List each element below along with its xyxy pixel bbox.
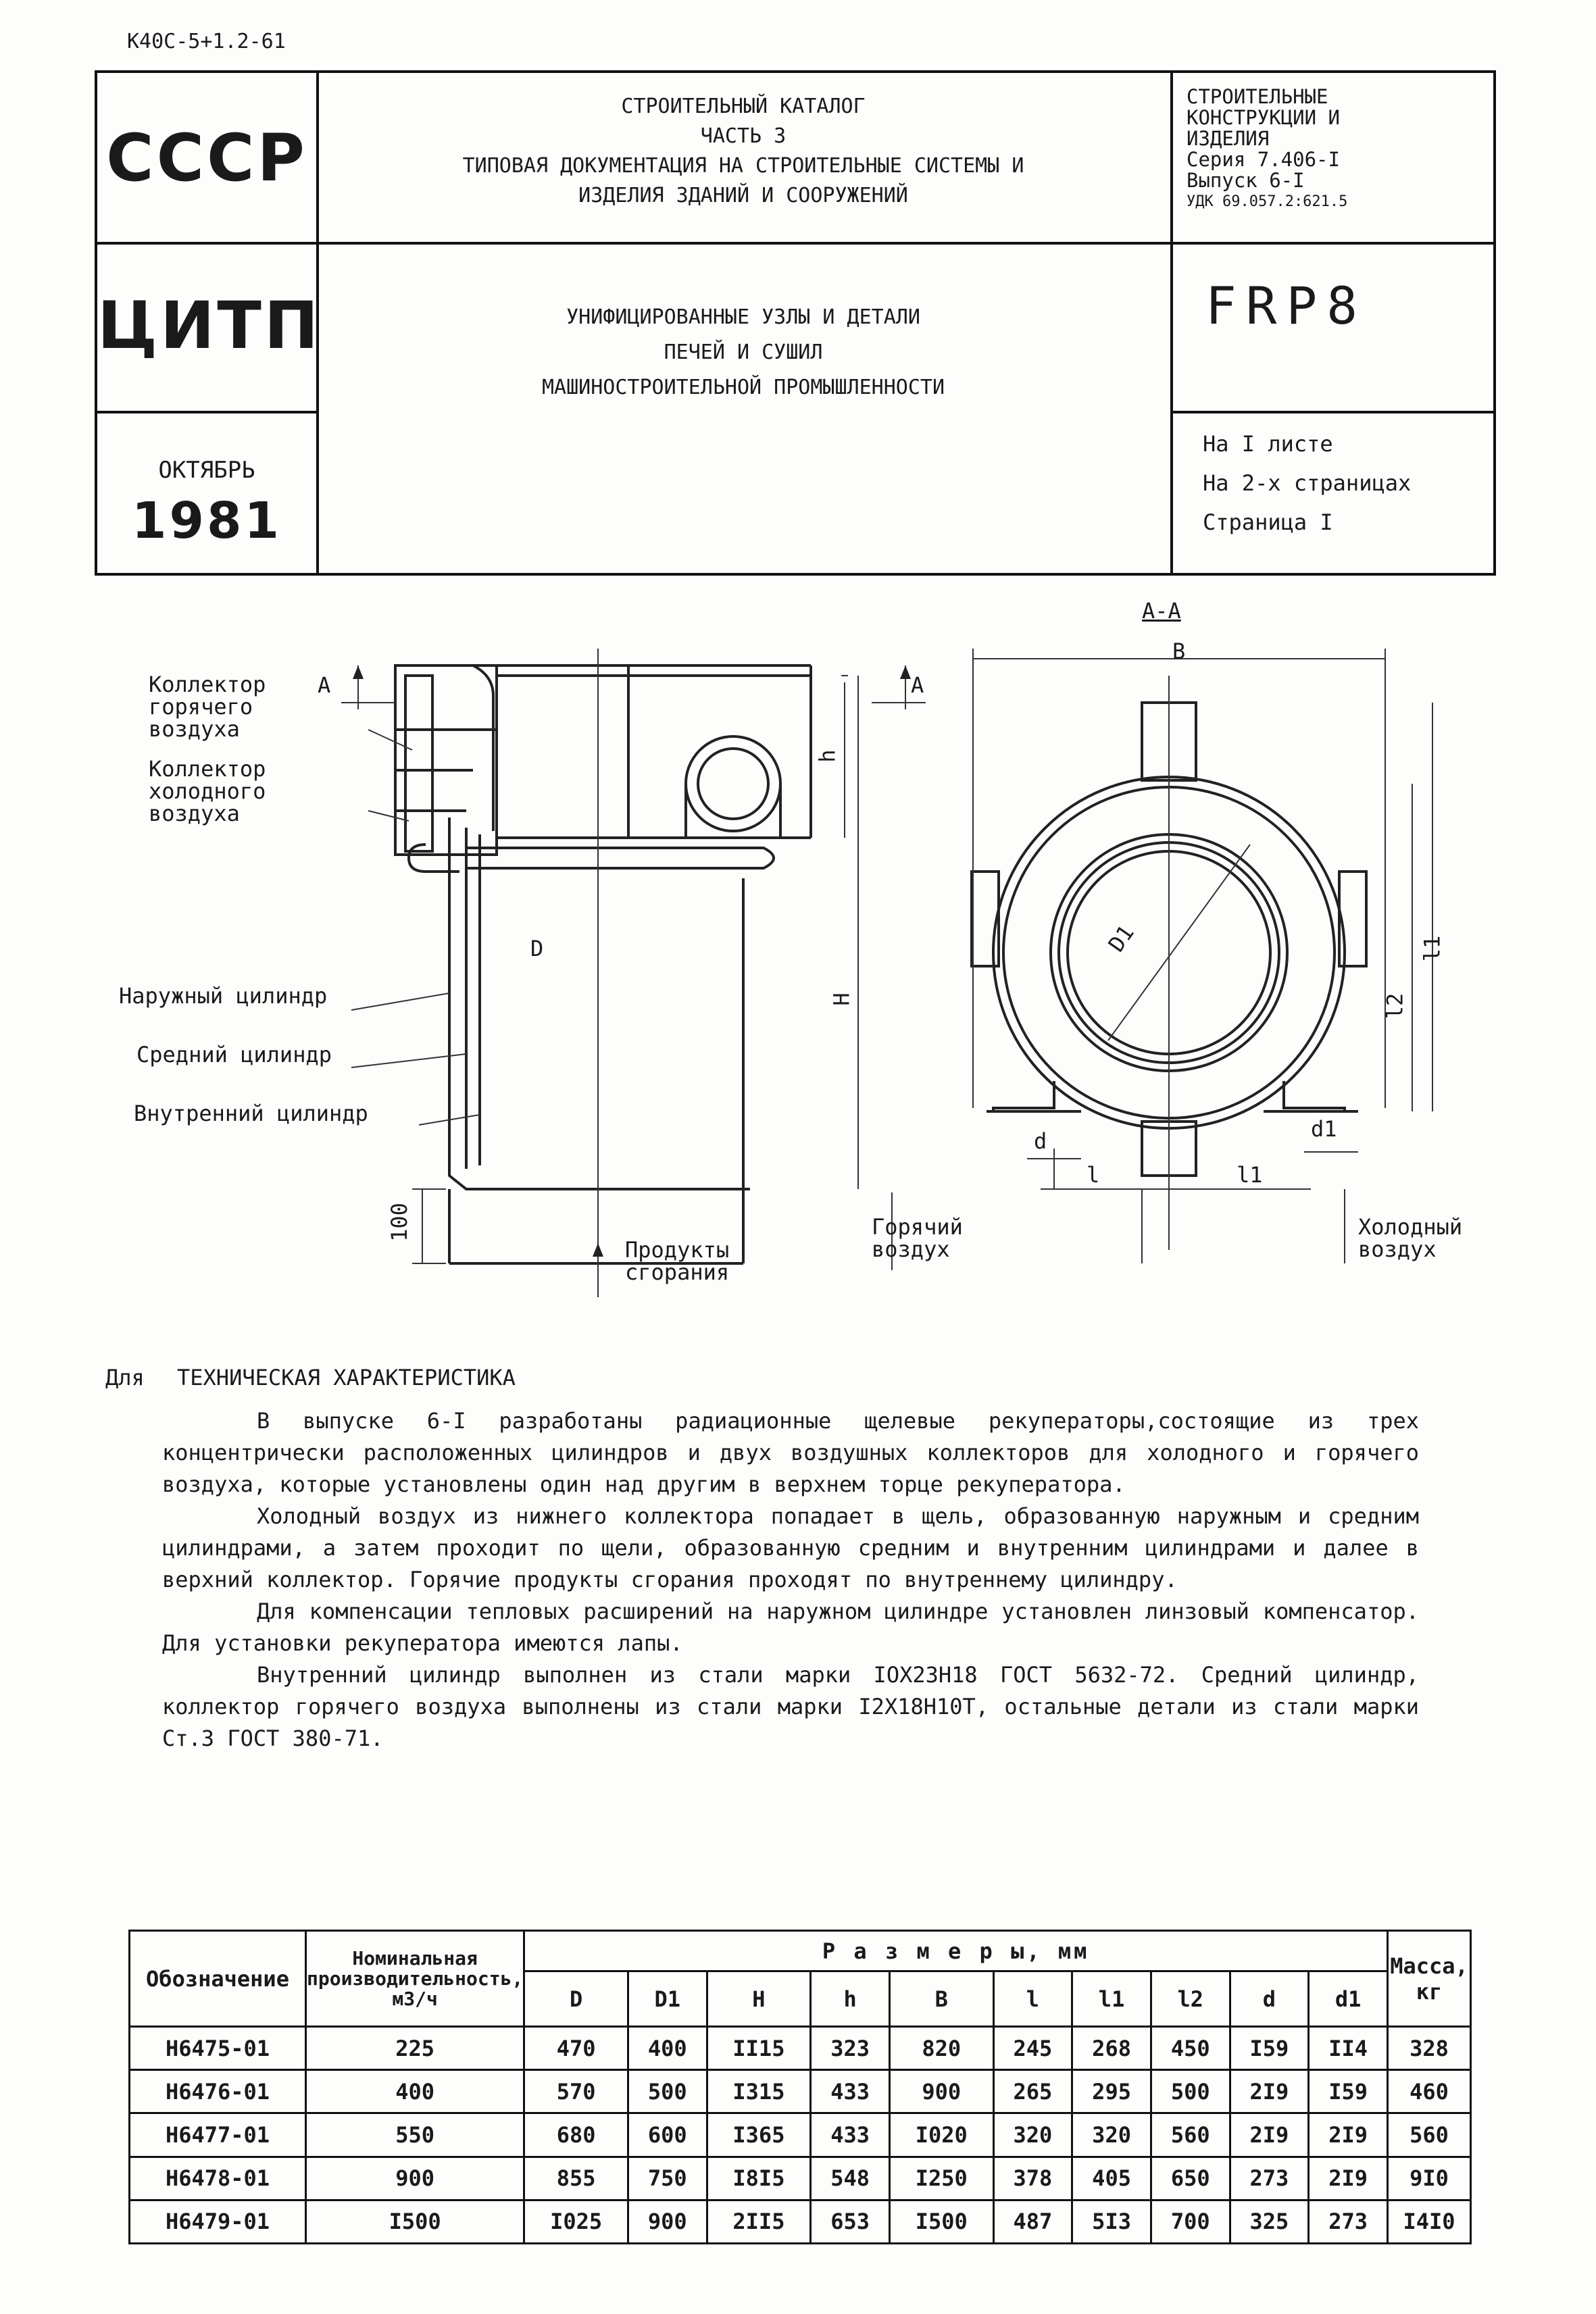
- table-cell: II15: [707, 2027, 811, 2070]
- table-cell: 460: [1388, 2070, 1471, 2113]
- table-cell: 400: [306, 2070, 524, 2113]
- table-cell: 2I9: [1309, 2113, 1388, 2157]
- table-cell: 328: [1388, 2027, 1471, 2070]
- table-cell: 2I9: [1230, 2113, 1309, 2157]
- dim-100: 100: [386, 1203, 412, 1242]
- catalog-title: СТРОИТЕЛЬНЫЙ КАТАЛОГ ЧАСТЬ 3 ТИПОВАЯ ДОКУМЕНТАЦИЯ НА СТРОИТЕЛЬНЫЕ СИСТЕМЫ И ИЗДЕЛИЯ ЗДАНИЙ И СООРУЖЕНИЙ: [462, 95, 1024, 207]
- country-label: СССР: [106, 120, 307, 196]
- middle-cylinder-label: Средний цилиндр: [136, 1042, 332, 1067]
- org-label: ЦИТП: [97, 288, 322, 363]
- dim-l1-bottom: l1: [1237, 1162, 1263, 1188]
- table-cell: 320: [993, 2113, 1072, 2157]
- table-cell: Н6479-01: [130, 2200, 306, 2243]
- table-cell: 470: [524, 2027, 628, 2070]
- table-body: [130, 2027, 1471, 2244]
- cold-collector-label: Коллектор холодного воздуха: [149, 756, 266, 826]
- tech-description: [162, 1405, 1419, 1755]
- paragraph: Для компенсации тепловых расширений на наружном цилиндре установлен линзовый компенсатор. Для установки рекуператора имеются лапы.: [162, 1599, 1419, 1656]
- col-l2: l2: [1151, 1971, 1230, 2027]
- outer-cylinder-label: Наружный цилиндр: [119, 983, 328, 1009]
- dim-h: h: [814, 749, 841, 763]
- table-cell: 2I9: [1309, 2157, 1388, 2200]
- margin-mark: Для: [105, 1365, 145, 1390]
- table-cell: 500: [628, 2070, 707, 2113]
- table-cell: 570: [524, 2070, 628, 2113]
- table-cell: 2II5: [707, 2200, 811, 2243]
- table-cell: 550: [306, 2113, 524, 2157]
- table-cell: 653: [811, 2200, 890, 2243]
- section-mark-left: А: [318, 672, 331, 698]
- table-cell: 295: [1072, 2070, 1151, 2113]
- section-label: А-А: [1142, 598, 1181, 624]
- table-cell: Н6476-01: [130, 2070, 306, 2113]
- col-capacity: Номинальная производительность, м3/ч: [306, 1931, 524, 2027]
- dim-B: В: [1172, 638, 1186, 664]
- col-l1: l1: [1072, 1971, 1151, 2027]
- cold-air-label: Холодный воздух: [1358, 1214, 1463, 1262]
- table-cell: I020: [889, 2113, 993, 2157]
- table-row: [130, 2157, 1471, 2200]
- table-row: [130, 2113, 1471, 2157]
- col-d: d: [1230, 1971, 1309, 2027]
- table-cell: 560: [1388, 2113, 1471, 2157]
- table-cell: 225: [306, 2027, 524, 2070]
- table-cell: 650: [1151, 2157, 1230, 2200]
- table-cell: 5I3: [1072, 2200, 1151, 2243]
- col-designation: Обозначение: [130, 1931, 306, 2027]
- date-year: 1981: [132, 492, 282, 550]
- table-cell: I500: [889, 2200, 993, 2243]
- products-label: Продукты сгорания: [625, 1237, 730, 1285]
- table-cell: I025: [524, 2200, 628, 2243]
- table-cell: 450: [1151, 2027, 1230, 2070]
- hot-air-label: Горячий воздух: [872, 1214, 963, 1262]
- table-cell: I365: [707, 2113, 811, 2157]
- col-H: H: [707, 1971, 811, 2027]
- table-cell: 320: [1072, 2113, 1151, 2157]
- table-cell: 273: [1309, 2200, 1388, 2243]
- dim-d1: d1: [1311, 1116, 1337, 1142]
- table-cell: I250: [889, 2157, 993, 2200]
- dimensions-table: [128, 1930, 1472, 2244]
- table-cell: 265: [993, 2070, 1072, 2113]
- table-cell: 700: [1151, 2200, 1230, 2243]
- table-cell: I59: [1230, 2027, 1309, 2070]
- col-B: B: [889, 1971, 993, 2027]
- table-cell: 600: [628, 2113, 707, 2157]
- table-cell: 323: [811, 2027, 890, 2070]
- table-cell: 9I0: [1388, 2157, 1471, 2200]
- paragraph: Холодный воздух из нижнего коллектора попадает в щель, образованную наружным и средним цилиндрами, а затем проходит по щели, образованную средним и внутренним цилиндрами и далее в верхний коллектор. Горячие продукты сгорания проходят по внутреннему цилиндру.: [162, 1503, 1419, 1592]
- table-cell: 245: [993, 2027, 1072, 2070]
- dim-D1: D1: [1103, 920, 1139, 957]
- dim-l2: l2: [1382, 992, 1408, 1020]
- table-cell: 750: [628, 2157, 707, 2200]
- paragraph: Внутренний цилиндр выполнен из стали марки IОХ23Н18 ГОСТ 5632-72. Средний цилиндр, коллектор горячего воздуха выполнены из стали марки I2Х18Н10Т, остальные детали из стали марки Ст.3 ГОСТ 380-71.: [162, 1662, 1419, 1751]
- table-cell: Н6477-01: [130, 2113, 306, 2157]
- table-cell: I59: [1309, 2070, 1388, 2113]
- date-month: ОКТЯБРЬ: [158, 457, 255, 484]
- table-cell: 400: [628, 2027, 707, 2070]
- code-mark: FRP8: [1205, 276, 1368, 336]
- table-row: [130, 2070, 1471, 2113]
- col-h: h: [811, 1971, 890, 2027]
- dim-l1: l1: [1419, 935, 1445, 962]
- table-cell: Н6475-01: [130, 2027, 306, 2070]
- table-cell: II4: [1309, 2027, 1388, 2070]
- table-cell: 560: [1151, 2113, 1230, 2157]
- table-cell: 548: [811, 2157, 890, 2200]
- page-count: На I листе На 2-х страницах Страница I: [1203, 431, 1412, 535]
- tech-section-title: ТЕХНИЧЕСКАЯ ХАРАКТЕРИСТИКА: [177, 1365, 516, 1390]
- table-cell: I4I0: [1388, 2200, 1471, 2243]
- table-cell: I500: [306, 2200, 524, 2243]
- dim-H: H: [828, 992, 855, 1006]
- paragraph: В выпуске 6-I разработаны радиационные щелевые рекуператоры,состоящие из трех концентрически расположенных цилиндров и двух воздушных коллекторов для холодного и горячего воздуха, которые установлены один над другим в верхнем торце рекуператора.: [162, 1408, 1419, 1497]
- col-l: l: [993, 1971, 1072, 2027]
- document-title: УНИФИЦИРОВАННЫЕ УЗЛЫ И ДЕТАЛИ ПЕЧЕЙ И СУШИЛ МАШИНОСТРОИТЕЛЬНОЙ ПРОМЫШЛЕННОСТИ: [541, 305, 945, 399]
- table-cell: 900: [628, 2200, 707, 2243]
- table-cell: 433: [811, 2070, 890, 2113]
- table-cell: 820: [889, 2027, 993, 2070]
- col-D: D: [524, 1971, 628, 2027]
- table-row: [130, 2200, 1471, 2243]
- table-cell: 268: [1072, 2027, 1151, 2070]
- dim-d: d: [1034, 1128, 1047, 1154]
- table-cell: I315: [707, 2070, 811, 2113]
- table-cell: Н6478-01: [130, 2157, 306, 2200]
- table-cell: 855: [524, 2157, 628, 2200]
- table-cell: I8I5: [707, 2157, 811, 2200]
- table-cell: 405: [1072, 2157, 1151, 2200]
- dim-l: l: [1087, 1162, 1100, 1188]
- inner-cylinder-label: Внутренний цилиндр: [134, 1101, 368, 1126]
- col-mass: Масса, кг: [1388, 1931, 1471, 2027]
- col-d1: d1: [1309, 1971, 1388, 2027]
- series-info: СТРОИТЕЛЬНЫЕ КОНСТРУКЦИИ И ИЗДЕЛИЯ Серия 7.406-I Выпуск 6-I УДК 69.057.2:621.5: [1187, 85, 1348, 210]
- table-cell: 273: [1230, 2157, 1309, 2200]
- table-row: [130, 2027, 1471, 2070]
- col-sizes: Р а з м е р ы, мм: [524, 1931, 1388, 1971]
- table-cell: 433: [811, 2113, 890, 2157]
- table-cell: 2I9: [1230, 2070, 1309, 2113]
- table-cell: 900: [306, 2157, 524, 2200]
- document-code: К40С-5+1.2-61: [127, 30, 286, 53]
- table-cell: 487: [993, 2200, 1072, 2243]
- table-cell: 900: [889, 2070, 993, 2113]
- dim-D: D: [530, 936, 544, 961]
- table-cell: 325: [1230, 2200, 1309, 2243]
- section-mark-right: А: [911, 672, 924, 698]
- hot-collector-label: Коллектор горячего воздуха: [149, 672, 266, 742]
- table-cell: 500: [1151, 2070, 1230, 2113]
- table-cell: 680: [524, 2113, 628, 2157]
- hot-collector-box: [395, 665, 497, 855]
- table-cell: 378: [993, 2157, 1072, 2200]
- col-D1: D1: [628, 1971, 707, 2027]
